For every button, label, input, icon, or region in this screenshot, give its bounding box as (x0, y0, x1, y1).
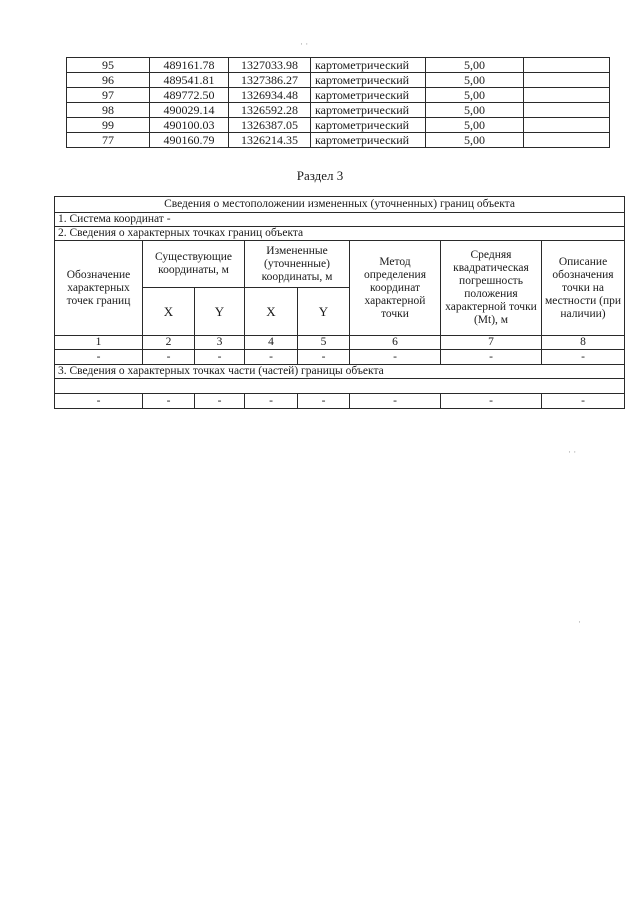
cell-y: 1326592.28 (229, 103, 311, 118)
cell-col-5: - (298, 350, 350, 365)
cell-col-8: - (542, 394, 625, 409)
cell-desc (524, 73, 610, 88)
table-row (67, 88, 610, 103)
cell-method: картометрический (311, 118, 426, 133)
scan-speck: · · (300, 39, 309, 49)
scan-speck: · (578, 617, 581, 627)
cell-col-7: 7 (441, 336, 542, 350)
cell-y: 1327033.98 (229, 58, 311, 73)
cell-col-8: - (542, 350, 625, 365)
coordinates-table-top (66, 57, 610, 148)
cell-method: картометрический (311, 58, 426, 73)
part-points-row: 3. Сведения о характерных точках части (частей) границы объекта (55, 365, 625, 379)
cell-col-1: 1 (55, 336, 143, 350)
cell-error: 5,00 (426, 73, 524, 88)
cell-x: 490160.79 (150, 133, 229, 148)
column-number-row (55, 336, 625, 350)
coordinates-table-body (67, 58, 610, 148)
cell-id: 95 (67, 58, 150, 73)
cell-col-3: 3 (195, 336, 245, 350)
cell-col-4: - (245, 394, 298, 409)
cell-y: 1326934.48 (229, 88, 311, 103)
boundary-table (54, 196, 625, 409)
points-info-row: 2. Сведения о характерных точках границ объекта (55, 227, 625, 241)
header-error: Средняя квадратическая погрешность положения характерной точки (Mt), м (441, 241, 542, 336)
header-changed-x: X (245, 288, 298, 336)
cell-method: картометрический (311, 73, 426, 88)
cell-col-5: 5 (298, 336, 350, 350)
cell-col-4: 4 (245, 336, 298, 350)
dash-row (55, 350, 625, 365)
header-existing-y: Y (195, 288, 245, 336)
blank-row (55, 379, 625, 394)
cell-id: 98 (67, 103, 150, 118)
cell-col-2: - (143, 350, 195, 365)
cell-desc (524, 88, 610, 103)
header-designation: Обозначение характерных точек границ (55, 241, 143, 336)
header-method: Метод определения координат характерной точки (350, 241, 441, 336)
cell-desc (524, 103, 610, 118)
table-title: Сведения о местоположении измененных (уточненных) границ объекта (55, 197, 625, 213)
cell-col-1: - (55, 394, 143, 409)
cell-id: 97 (67, 88, 150, 103)
cell-col-6: - (350, 350, 441, 365)
cell-col-4: - (245, 350, 298, 365)
cell-desc (524, 58, 610, 73)
cell-col-6: - (350, 394, 441, 409)
cell-error: 5,00 (426, 118, 524, 133)
header-description: Описание обозначения точки на местности (при наличии) (542, 241, 625, 336)
table-row (67, 58, 610, 73)
scan-speck: · · (568, 447, 577, 457)
table-row (67, 118, 610, 133)
cell-col-6: 6 (350, 336, 441, 350)
table-row (67, 133, 610, 148)
cell-method: картометрический (311, 133, 426, 148)
cell-id: 99 (67, 118, 150, 133)
cell-id: 96 (67, 73, 150, 88)
cell-col-7: - (441, 350, 542, 365)
cell-x: 490029.14 (150, 103, 229, 118)
cell-error: 5,00 (426, 88, 524, 103)
cell-col-5: - (298, 394, 350, 409)
cell-id: 77 (67, 133, 150, 148)
cell-x: 489541.81 (150, 73, 229, 88)
coord-system-row: 1. Система координат - (55, 213, 625, 227)
cell-error: 5,00 (426, 103, 524, 118)
cell-col-3: - (195, 394, 245, 409)
cell-x: 489161.78 (150, 58, 229, 73)
cell-desc (524, 118, 610, 133)
cell-method: картометрический (311, 103, 426, 118)
header-changed: Измененные (уточненные) координаты, м (245, 241, 350, 288)
cell-y: 1326387.05 (229, 118, 311, 133)
cell-y: 1327386.27 (229, 73, 311, 88)
section-title: Раздел 3 (296, 168, 344, 183)
cell-col-7: - (441, 394, 542, 409)
cell-x: 490100.03 (150, 118, 229, 133)
cell-col-1: - (55, 350, 143, 365)
cell-error: 5,00 (426, 58, 524, 73)
table-row (67, 73, 610, 88)
cell-desc (524, 133, 610, 148)
cell-error: 5,00 (426, 133, 524, 148)
header-existing-x: X (143, 288, 195, 336)
cell-col-3: - (195, 350, 245, 365)
table-row (67, 103, 610, 118)
header-changed-y: Y (298, 288, 350, 336)
cell-col-2: 2 (143, 336, 195, 350)
cell-x: 489772.50 (150, 88, 229, 103)
cell-y: 1326214.35 (229, 133, 311, 148)
cell-col-2: - (143, 394, 195, 409)
header-existing: Существующие координаты, м (143, 241, 245, 288)
dash-row-2 (55, 394, 625, 409)
cell-method: картометрический (311, 88, 426, 103)
cell-col-8: 8 (542, 336, 625, 350)
